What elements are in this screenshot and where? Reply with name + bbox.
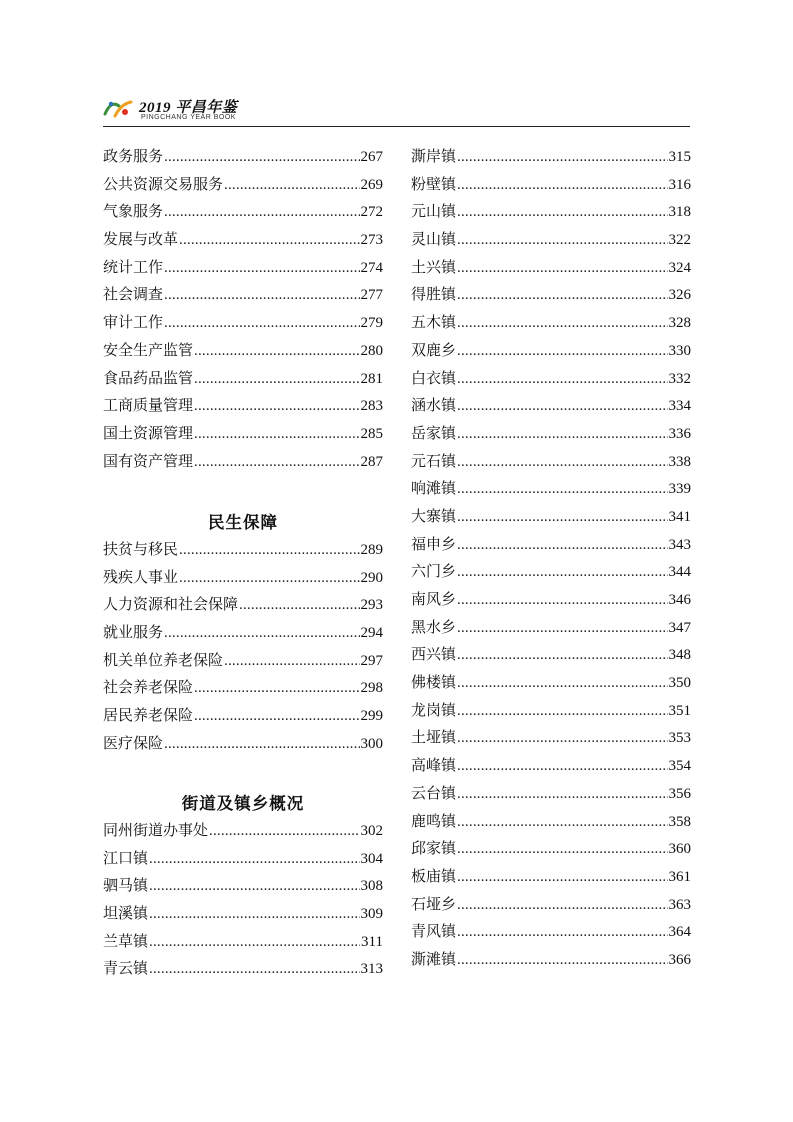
dot-leader xyxy=(457,204,667,221)
dot-leader xyxy=(194,426,359,443)
entry-page: 338 xyxy=(668,453,691,470)
toc-entry[interactable] xyxy=(103,311,383,339)
entry-page: 313 xyxy=(360,961,383,978)
entry-title: 高峰镇 xyxy=(411,758,457,775)
toc-entry[interactable] xyxy=(103,593,383,621)
entry-title: 六门乡 xyxy=(411,564,457,581)
dot-leader xyxy=(457,814,667,831)
toc-entry[interactable] xyxy=(103,538,383,566)
dot-leader xyxy=(457,454,667,471)
toc-entry[interactable] xyxy=(411,256,691,284)
entry-title: 青云镇 xyxy=(103,961,149,978)
section-heading-subdistricts: 街道及镇乡概况 xyxy=(181,794,305,813)
entry-page: 330 xyxy=(668,342,691,359)
dot-leader xyxy=(149,851,359,868)
toc-entry[interactable] xyxy=(411,754,691,782)
toc-group-1 xyxy=(103,145,383,477)
toc-entry[interactable] xyxy=(411,422,691,450)
section-heading-livelihood: 民生保障 xyxy=(208,513,278,532)
entry-title: 鹿鸣镇 xyxy=(411,813,457,830)
toc-entry[interactable] xyxy=(103,819,383,847)
dot-leader xyxy=(224,653,359,670)
dot-leader xyxy=(164,315,359,332)
entry-title: 同州街道办事处 xyxy=(103,823,209,839)
entry-title: 石垭乡 xyxy=(411,896,457,913)
entry-title: 福申乡 xyxy=(411,536,457,553)
entry-title: 五木镇 xyxy=(411,315,457,332)
entry-page: 285 xyxy=(360,425,383,442)
entry-title: 就业服务 xyxy=(103,625,164,642)
toc-entry[interactable] xyxy=(103,930,383,958)
toc-entry[interactable] xyxy=(103,566,383,594)
dot-leader xyxy=(149,961,359,978)
toc-entry[interactable] xyxy=(103,200,383,228)
toc-entry[interactable] xyxy=(411,671,691,699)
entry-page: 302 xyxy=(360,823,383,839)
entry-page: 336 xyxy=(668,425,691,442)
entry-title: 澌岸镇 xyxy=(411,149,457,165)
dot-leader xyxy=(457,287,667,304)
dot-leader xyxy=(194,680,359,697)
toc-entry[interactable] xyxy=(411,228,691,256)
dot-leader xyxy=(194,454,359,471)
toc-entry[interactable] xyxy=(411,893,691,921)
dot-leader xyxy=(457,869,667,886)
entry-page: 297 xyxy=(360,652,383,669)
toc-entry[interactable] xyxy=(411,588,691,616)
toc-entry[interactable] xyxy=(411,560,691,588)
dot-leader xyxy=(457,343,667,360)
yearbook-title: 2019 平昌年鉴 xyxy=(139,100,238,116)
dot-leader xyxy=(164,625,359,642)
dot-leader xyxy=(457,592,667,609)
entry-title: 澌滩镇 xyxy=(411,951,457,968)
entry-page: 316 xyxy=(668,176,691,193)
entry-page: 293 xyxy=(360,597,383,614)
entry-page: 277 xyxy=(360,287,383,304)
yearbook-subtitle: PINGCHANG YEAR BOOK xyxy=(141,114,236,121)
toc-entry[interactable] xyxy=(411,948,691,976)
entry-title: 兰草镇 xyxy=(103,933,149,950)
toc-entry[interactable] xyxy=(411,311,691,339)
dot-leader xyxy=(149,934,360,951)
entry-title: 元山镇 xyxy=(411,204,457,221)
page-header xyxy=(103,92,690,126)
dot-leader xyxy=(457,315,667,332)
entry-title: 坦溪镇 xyxy=(103,906,149,923)
entry-page: 343 xyxy=(668,536,691,553)
toc-entry[interactable] xyxy=(411,477,691,505)
entry-page: 272 xyxy=(360,204,383,221)
entry-title: 双鹿乡 xyxy=(411,342,457,359)
toc-entry[interactable] xyxy=(411,616,691,644)
toc-entry[interactable] xyxy=(103,676,383,704)
toc-entry[interactable] xyxy=(411,283,691,311)
entry-page: 309 xyxy=(360,906,383,923)
dot-leader xyxy=(164,260,359,277)
dot-leader xyxy=(457,675,667,692)
entry-title: 涵水镇 xyxy=(411,398,457,415)
entry-page: 341 xyxy=(668,508,691,525)
entry-title: 粉壁镇 xyxy=(411,176,457,193)
dot-leader xyxy=(457,426,667,443)
entry-page: 298 xyxy=(360,680,383,697)
dot-leader xyxy=(239,597,359,614)
entry-page: 304 xyxy=(360,850,383,867)
entry-title: 驷马镇 xyxy=(103,878,149,895)
dot-leader xyxy=(457,537,667,554)
entry-page: 332 xyxy=(668,370,691,387)
toc-entry[interactable] xyxy=(411,367,691,395)
entry-page: 350 xyxy=(668,675,691,692)
entry-title: 黑水乡 xyxy=(411,619,457,636)
toc-entry[interactable] xyxy=(103,228,383,256)
toc-entry[interactable] xyxy=(103,732,383,760)
toc-entry[interactable] xyxy=(103,704,383,732)
toc-entry[interactable] xyxy=(411,837,691,865)
entry-title: 岳家镇 xyxy=(411,425,457,442)
entry-title: 佛楼镇 xyxy=(411,675,457,692)
entry-page: 346 xyxy=(668,592,691,608)
entry-page: 294 xyxy=(360,625,383,642)
entry-page: 318 xyxy=(668,204,691,221)
toc-entry[interactable] xyxy=(411,699,691,727)
dot-leader xyxy=(194,398,359,415)
dot-leader xyxy=(179,570,359,587)
dot-leader xyxy=(457,260,667,277)
yearbook-logo-icon xyxy=(103,96,137,120)
entry-page: 334 xyxy=(668,398,691,415)
dot-leader xyxy=(224,177,359,194)
toc-entry[interactable] xyxy=(411,145,691,173)
entry-title: 邱家镇 xyxy=(411,841,457,858)
entry-title: 扶贫与移民 xyxy=(103,542,179,558)
entry-page: 324 xyxy=(668,259,691,276)
entry-title: 气象服务 xyxy=(103,204,164,221)
entry-page: 280 xyxy=(360,342,383,359)
toc-group-3 xyxy=(103,819,383,985)
dot-leader xyxy=(457,564,667,581)
entry-title: 白衣镇 xyxy=(411,370,457,387)
dot-leader xyxy=(457,758,667,775)
entry-page: 347 xyxy=(668,619,691,636)
entry-title: 土兴镇 xyxy=(411,259,457,276)
entry-title: 社会养老保险 xyxy=(103,680,194,697)
dot-leader xyxy=(457,398,667,415)
toc-entry[interactable] xyxy=(411,173,691,201)
entry-page: 366 xyxy=(668,951,691,968)
dot-leader xyxy=(194,708,359,725)
toc-entry[interactable] xyxy=(103,957,383,985)
toc-entry[interactable] xyxy=(103,621,383,649)
toc-entry[interactable] xyxy=(103,173,383,201)
entry-page: 311 xyxy=(361,933,383,950)
entry-page: 299 xyxy=(360,708,383,725)
dot-leader xyxy=(457,730,667,747)
toc-group-2 xyxy=(103,538,383,760)
dot-leader xyxy=(149,878,359,895)
entry-title: 机关单位养老保险 xyxy=(103,652,224,669)
entry-title: 元石镇 xyxy=(411,453,457,470)
entry-page: 267 xyxy=(360,149,383,165)
toc-entry[interactable] xyxy=(103,874,383,902)
entry-page: 283 xyxy=(360,398,383,415)
toc-entry[interactable] xyxy=(103,847,383,875)
entry-page: 279 xyxy=(360,315,383,332)
dot-leader xyxy=(164,204,359,221)
dot-leader xyxy=(164,736,359,753)
entry-title: 工商质量管理 xyxy=(103,398,194,415)
entry-title: 响滩镇 xyxy=(411,481,457,498)
entry-page: 273 xyxy=(360,232,383,249)
entry-page: 326 xyxy=(668,287,691,304)
entry-title: 国土资源管理 xyxy=(103,425,194,442)
entry-title: 安全生产监管 xyxy=(103,342,194,359)
toc-entry[interactable] xyxy=(411,726,691,754)
dot-leader xyxy=(179,232,359,249)
dot-leader xyxy=(164,287,359,304)
entry-page: 354 xyxy=(668,758,691,775)
entry-title: 板庙镇 xyxy=(411,868,457,885)
entry-page: 269 xyxy=(360,176,383,193)
entry-page: 300 xyxy=(360,735,383,752)
entry-page: 339 xyxy=(668,481,691,498)
dot-leader xyxy=(457,952,667,969)
toc-entry[interactable] xyxy=(411,394,691,422)
toc-entry[interactable] xyxy=(411,505,691,533)
entry-title: 江口镇 xyxy=(103,850,149,867)
toc-entry[interactable] xyxy=(411,533,691,561)
dot-leader xyxy=(457,149,667,166)
entry-page: 356 xyxy=(668,785,691,802)
entry-page: 289 xyxy=(360,542,383,558)
toc-entry[interactable] xyxy=(411,643,691,671)
toc-entry[interactable] xyxy=(411,810,691,838)
entry-title: 大寨镇 xyxy=(411,508,457,525)
toc-right-column xyxy=(411,145,691,976)
entry-title: 云台镇 xyxy=(411,785,457,802)
toc-entry[interactable] xyxy=(411,450,691,478)
toc-entry[interactable] xyxy=(103,367,383,395)
entry-title: 人力资源和社会保障 xyxy=(103,597,239,614)
entry-title: 食品药品监管 xyxy=(103,370,194,387)
dot-leader xyxy=(457,924,667,941)
toc-entry[interactable] xyxy=(411,865,691,893)
toc-entry[interactable] xyxy=(411,920,691,948)
entry-title: 国有资产管理 xyxy=(103,453,194,470)
toc-entry[interactable] xyxy=(103,450,383,478)
toc-entry[interactable] xyxy=(103,339,383,367)
dot-leader xyxy=(457,177,667,194)
toc-entry[interactable] xyxy=(103,394,383,422)
entry-page: 358 xyxy=(668,813,691,830)
dot-leader xyxy=(457,647,667,664)
toc-entry[interactable] xyxy=(411,782,691,810)
entry-title: 公共资源交易服务 xyxy=(103,176,224,193)
dot-leader xyxy=(457,371,667,388)
toc-entry[interactable] xyxy=(103,902,383,930)
entry-title: 西兴镇 xyxy=(411,647,457,664)
entry-page: 274 xyxy=(360,259,383,276)
entry-page: 328 xyxy=(668,315,691,332)
dot-leader xyxy=(194,343,359,360)
entry-page: 351 xyxy=(668,702,691,719)
entry-title: 灵山镇 xyxy=(411,232,457,249)
toc-entry[interactable] xyxy=(103,145,383,173)
dot-leader xyxy=(179,542,359,559)
entry-title: 政务服务 xyxy=(103,149,164,165)
entry-page: 361 xyxy=(668,868,691,885)
entry-title: 发展与改革 xyxy=(103,232,179,249)
dot-leader xyxy=(209,823,359,840)
dot-leader xyxy=(457,841,667,858)
entry-title: 龙岗镇 xyxy=(411,702,457,719)
entry-page: 308 xyxy=(360,878,383,895)
dot-leader xyxy=(457,897,667,914)
entry-page: 364 xyxy=(668,924,691,941)
entry-title: 居民养老保险 xyxy=(103,708,194,725)
dot-leader xyxy=(457,786,667,803)
toc-entry[interactable] xyxy=(411,339,691,367)
dot-leader xyxy=(457,620,667,637)
entry-page: 363 xyxy=(668,896,691,913)
entry-title: 社会调查 xyxy=(103,287,164,304)
toc-entry[interactable] xyxy=(103,649,383,677)
entry-page: 353 xyxy=(668,730,691,747)
entry-page: 281 xyxy=(360,370,383,387)
entry-page: 315 xyxy=(668,149,691,165)
entry-page: 344 xyxy=(668,564,691,581)
dot-leader xyxy=(149,906,359,923)
dot-leader xyxy=(164,149,359,166)
entry-title: 审计工作 xyxy=(103,315,164,332)
entry-title: 医疗保险 xyxy=(103,735,164,752)
entry-page: 290 xyxy=(360,569,383,586)
entry-title: 统计工作 xyxy=(103,259,164,276)
entry-page: 287 xyxy=(360,453,383,470)
toc-entry[interactable] xyxy=(103,422,383,450)
toc-entry[interactable] xyxy=(103,256,383,284)
entry-title: 土垭镇 xyxy=(411,730,457,747)
entry-title: 南风乡 xyxy=(411,592,457,608)
dot-leader xyxy=(457,232,667,249)
dot-leader xyxy=(457,703,667,720)
toc-entry[interactable] xyxy=(103,283,383,311)
dot-leader xyxy=(457,481,667,498)
toc-entry[interactable] xyxy=(411,200,691,228)
entry-page: 322 xyxy=(668,232,691,249)
header-rule xyxy=(103,126,690,127)
entry-page: 348 xyxy=(668,647,691,664)
dot-leader xyxy=(457,509,667,526)
entry-title: 得胜镇 xyxy=(411,287,457,304)
entry-page: 360 xyxy=(668,841,691,858)
entry-title: 残疾人事业 xyxy=(103,569,179,586)
dot-leader xyxy=(194,371,359,388)
entry-title: 青风镇 xyxy=(411,924,457,941)
